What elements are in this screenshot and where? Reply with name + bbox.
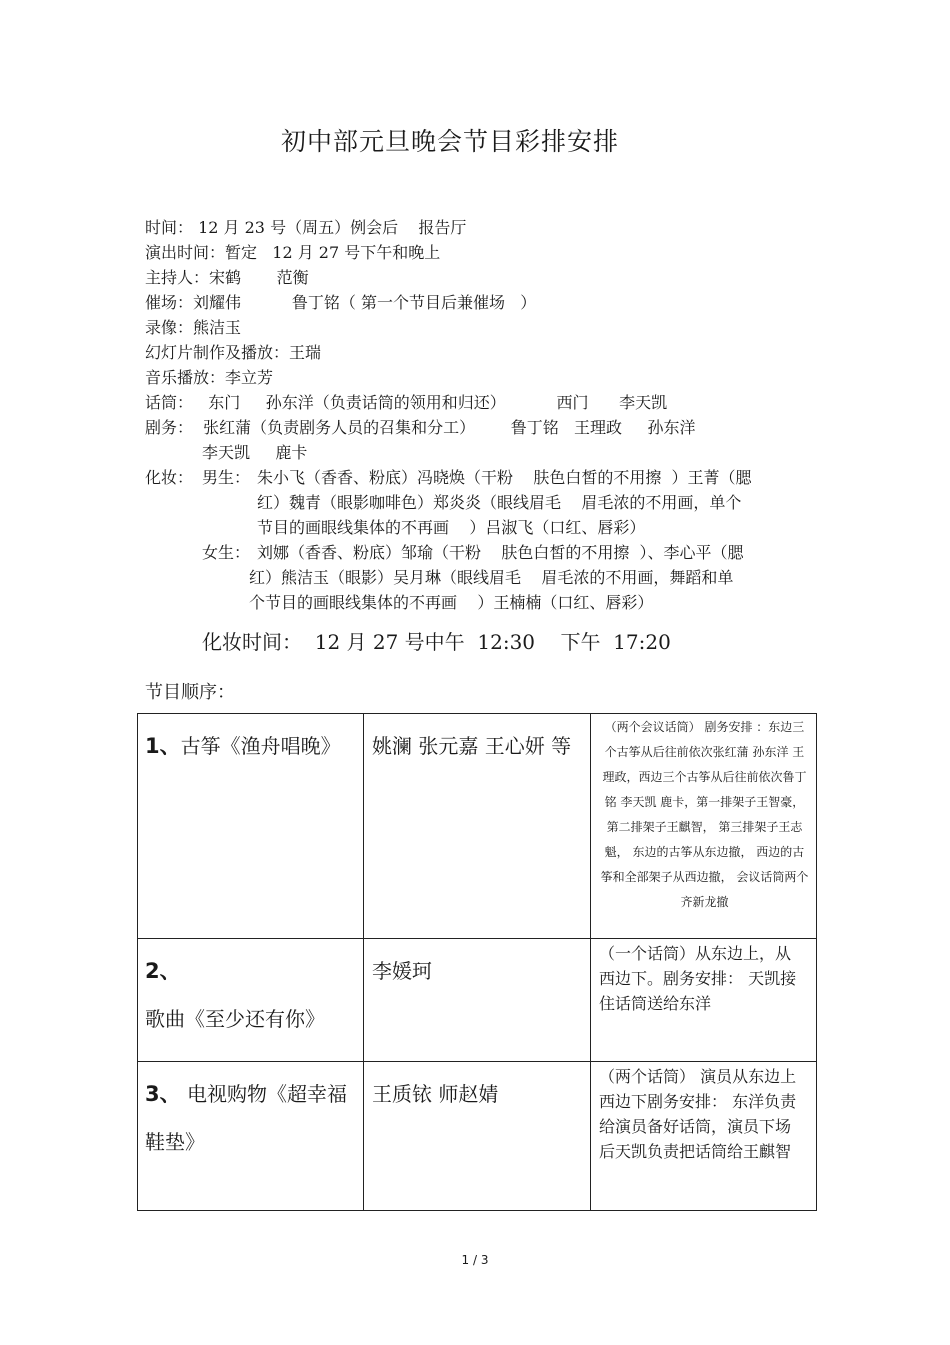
arrangement-note: （两个话筒） 演员从东边上西边下剧务安排： 东洋负责给演员备好话筒，演员下场后天凯负责把话筒给王麒智 [599,1067,797,1161]
rehearsal-time: 时间： 12 月 23 号（周五）例会后 报告厅 [145,218,467,237]
program-cell [138,714,364,939]
program-table [137,713,817,1211]
arrangement-note: （一个话筒）从东边上，从西边下。剧务安排： 天凯接住话筒送给东洋 [599,944,797,1013]
program-name: 电视购物《超幸福鞋垫》 [145,1082,347,1154]
program-cell [138,939,364,1062]
makeup-section [145,465,825,615]
show-time: 演出时间：暂定 12 月 27 号下午和晚上 [145,243,441,262]
stage-crew-line1: 剧务： 张红蒲（负责剧务人员的召集和分工） 鲁丁铭 王理政 孙东洋 [145,418,696,437]
arrangement-cell [591,714,817,939]
table-row [138,1062,817,1211]
program-order-label: 节目顺序： [145,682,235,703]
arrangement-cell [591,939,817,1062]
program-number: 3、 [145,1082,181,1106]
male-makeup-line1: 朱小飞（香香、粉底）冯晓焕（干粉 肤色白皙的不用擦 ）王菁（腮 [257,468,752,487]
page-number: 1 / 3 [461,1253,489,1267]
program-cell [138,1062,364,1211]
female-makeup-line3: 个节目的画眼线集体的不再画 ）王楠楠（口红、唇彩） [249,593,654,612]
hosts: 主持人：宋鹤 范衡 [145,268,309,287]
program-number: 2、 [145,959,181,983]
performers: 李媛珂 [372,959,432,983]
performers-cell [364,714,591,939]
microphone-crew: 话筒： 东门 孙东洋（负责话筒的领用和归还） 西门 李天凯 [145,393,668,412]
table-row [138,939,817,1062]
table-row [138,714,817,939]
stage-callers: 催场：刘耀伟 鲁丁铭（ 第一个节目后兼催场 ） [145,293,537,312]
slides-operator: 幻灯片制作及播放：王瑞 [145,343,322,362]
female-makeup-line1: 刘娜（香香、粉底）邹瑜（干粉 肤色白皙的不用擦 ）、李心平（腮 [257,543,744,562]
performers: 姚澜 张元嘉 王心妍 等 [372,734,572,758]
performers-cell [364,939,591,1062]
performers: 王质铱 师赵婧 [372,1082,499,1106]
stage-crew-line2: 李天凯 鹿卡 [202,443,308,462]
male-makeup-line3: 节目的画眼线集体的不再画 ）吕淑飞（口红、唇彩） [257,518,646,537]
schedule-info [145,215,825,615]
performers-cell [364,1062,591,1211]
arrangement-cell [591,1062,817,1211]
program-name: 古筝《渔舟唱晚》 [180,734,341,758]
page-title: 初中部元旦晚会节目彩排安排 [280,127,619,156]
arrangement-note: （两个会议话筒） 剧务安排 ：东边三个古筝从后往前依次张红蒲 孙东洋 王理政，西边三个古筝从后往前依次鲁丁铭 李天凯 鹿卡，第一排架子王智豪， 第二排架子王麒智， 第三排架子王志魁， 东边的古筝从东边撤， 西边的古筝和全部架子从西边撤， 会议话筒两个齐新龙撤 [600,720,809,909]
makeup-label: 化妆： [145,468,194,487]
program-number: 1、 [145,734,181,758]
music-operator: 音乐播放：李立芳 [145,368,274,387]
male-label: 男生： [202,468,251,487]
makeup-time: 化妆时间： 12 月 27 号中午 12:30 下午 17:20 [202,630,671,654]
video-recording: 录像：熊洁玉 [145,318,242,337]
program-name: 歌曲《至少还有你》 [145,1007,325,1031]
female-label: 女生： [202,543,251,562]
female-makeup-line2: 红）熊洁玉（眼影）吴月琳（眼线眉毛 眉毛浓的不用画，舞蹈和单 [249,568,734,587]
male-makeup-line2: 红）魏青（眼影咖啡色）郑炎炎（眼线眉毛 眉毛浓的不用画，单个 [257,493,742,512]
